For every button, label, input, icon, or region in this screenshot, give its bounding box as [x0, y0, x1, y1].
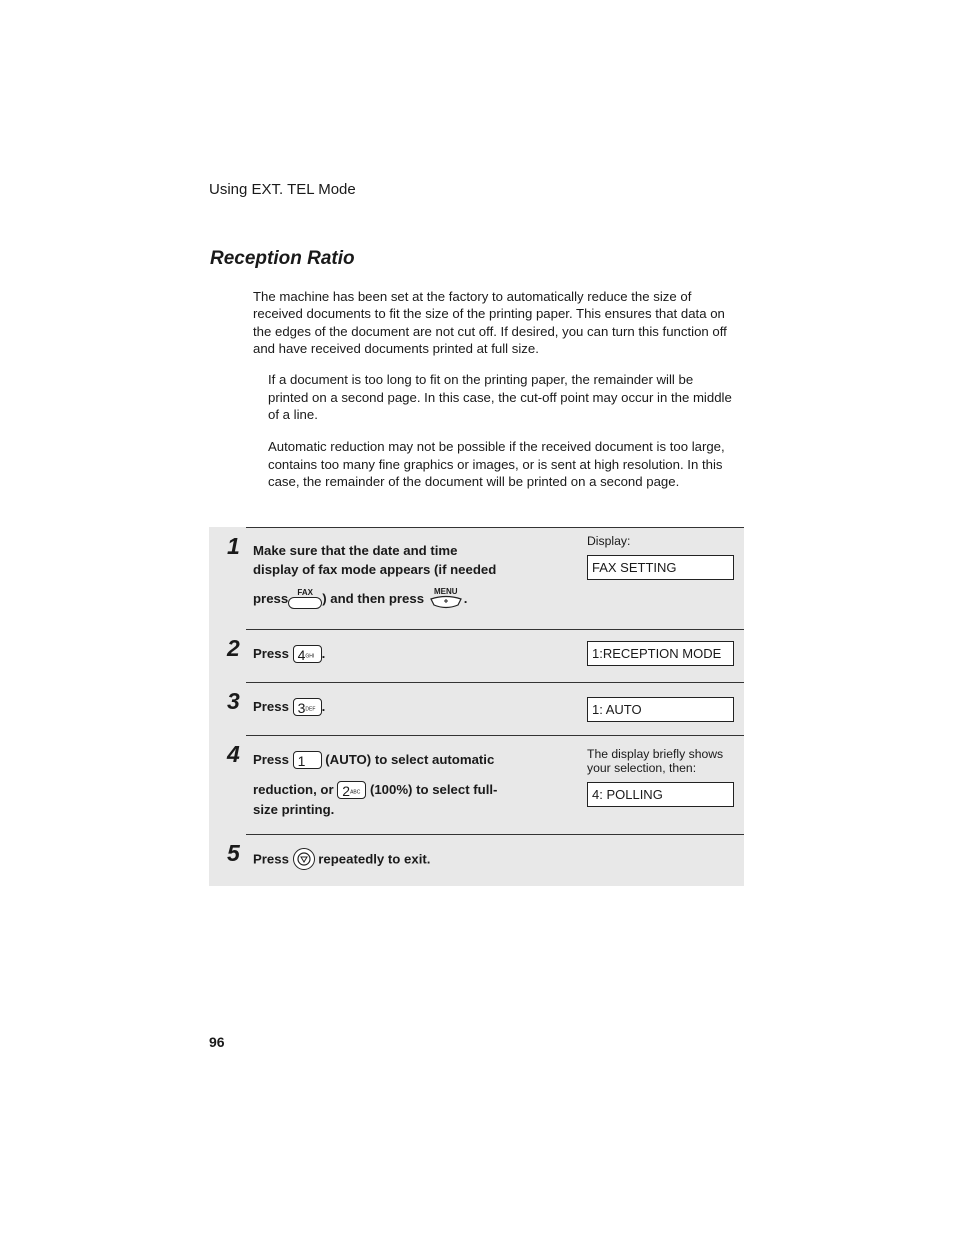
- press-text: press: [253, 591, 289, 606]
- page-number: 96: [209, 1034, 225, 1050]
- step-4: [209, 735, 744, 834]
- steps-panel: [209, 527, 744, 886]
- key-2-icon: 2ABC: [337, 781, 366, 799]
- note-paragraph: Automatic reduction may not be possible if the received document is too large, contains too many fine graphics or images, or is sent at high resolution. In this case, the remainder of the document will be printed on a second page.: [268, 439, 725, 489]
- menu-key-label: MENU: [433, 586, 458, 596]
- step-1: [209, 527, 744, 629]
- step-text: [253, 541, 496, 609]
- step-text-line: Make sure that the date and time: [253, 543, 458, 558]
- step-text-line: size printing.: [253, 802, 335, 817]
- step-number: 5: [227, 840, 240, 866]
- lcd-display: 1:RECEPTION MODE: [587, 641, 734, 666]
- step-text: Press 3DEF .: [253, 699, 326, 716]
- step-number: 4: [227, 741, 240, 767]
- running-header: Using EXT. TEL Mode: [209, 181, 356, 198]
- step-number: 3: [227, 688, 240, 714]
- step-text-line: reduction, or 2ABC (100%) to select full-: [253, 782, 498, 799]
- note-paragraph: If a document is too long to fit on the printing paper, the remainder will be printed on a second page. In this case, the cut-off point may occur in the middle of a line.: [268, 372, 732, 422]
- display-note: The display briefly shows your selection, then:: [587, 747, 724, 775]
- fax-key-label: FAX: [297, 587, 313, 597]
- lcd-display: 4: POLLING: [587, 782, 734, 807]
- and-then-text: ) and then press: [322, 591, 425, 606]
- stop-key-icon: [293, 848, 315, 870]
- step-text: [253, 750, 497, 820]
- key-1-icon: 1: [293, 751, 322, 769]
- key-3-icon: 3DEF: [293, 698, 322, 716]
- menu-key-icon: [428, 586, 464, 609]
- key-4-icon: 4GHI: [293, 645, 322, 663]
- lcd-display: FAX SETTING: [587, 555, 734, 580]
- step-text: Press 4GHI .: [253, 646, 326, 663]
- display-label: Display:: [587, 534, 631, 548]
- lcd-display: 1: AUTO: [587, 697, 734, 722]
- intro-paragraph: The machine has been set at the factory to automatically reduce the size of received documents to fit the size of the printing paper. This ensures that data on the edges of the document are not cut off. If desired, you can turn this function off and have received documents printed at full size.: [253, 289, 727, 356]
- step-3: [209, 682, 744, 735]
- step-5: [209, 834, 744, 886]
- step-text: Press repeatedly to exit.: [253, 849, 430, 871]
- step-2: [209, 629, 744, 682]
- step-text-line: press FAX ) and then press MENU .: [253, 589, 496, 609]
- step-text-line: display of fax mode appears (if needed: [253, 562, 497, 577]
- fax-key-icon: [288, 587, 322, 609]
- step-number: 2: [227, 635, 240, 661]
- step-text-line: Press 1 (AUTO) to select automatic: [253, 752, 495, 769]
- section-title: Reception Ratio: [210, 248, 355, 269]
- step-number: 1: [227, 533, 240, 559]
